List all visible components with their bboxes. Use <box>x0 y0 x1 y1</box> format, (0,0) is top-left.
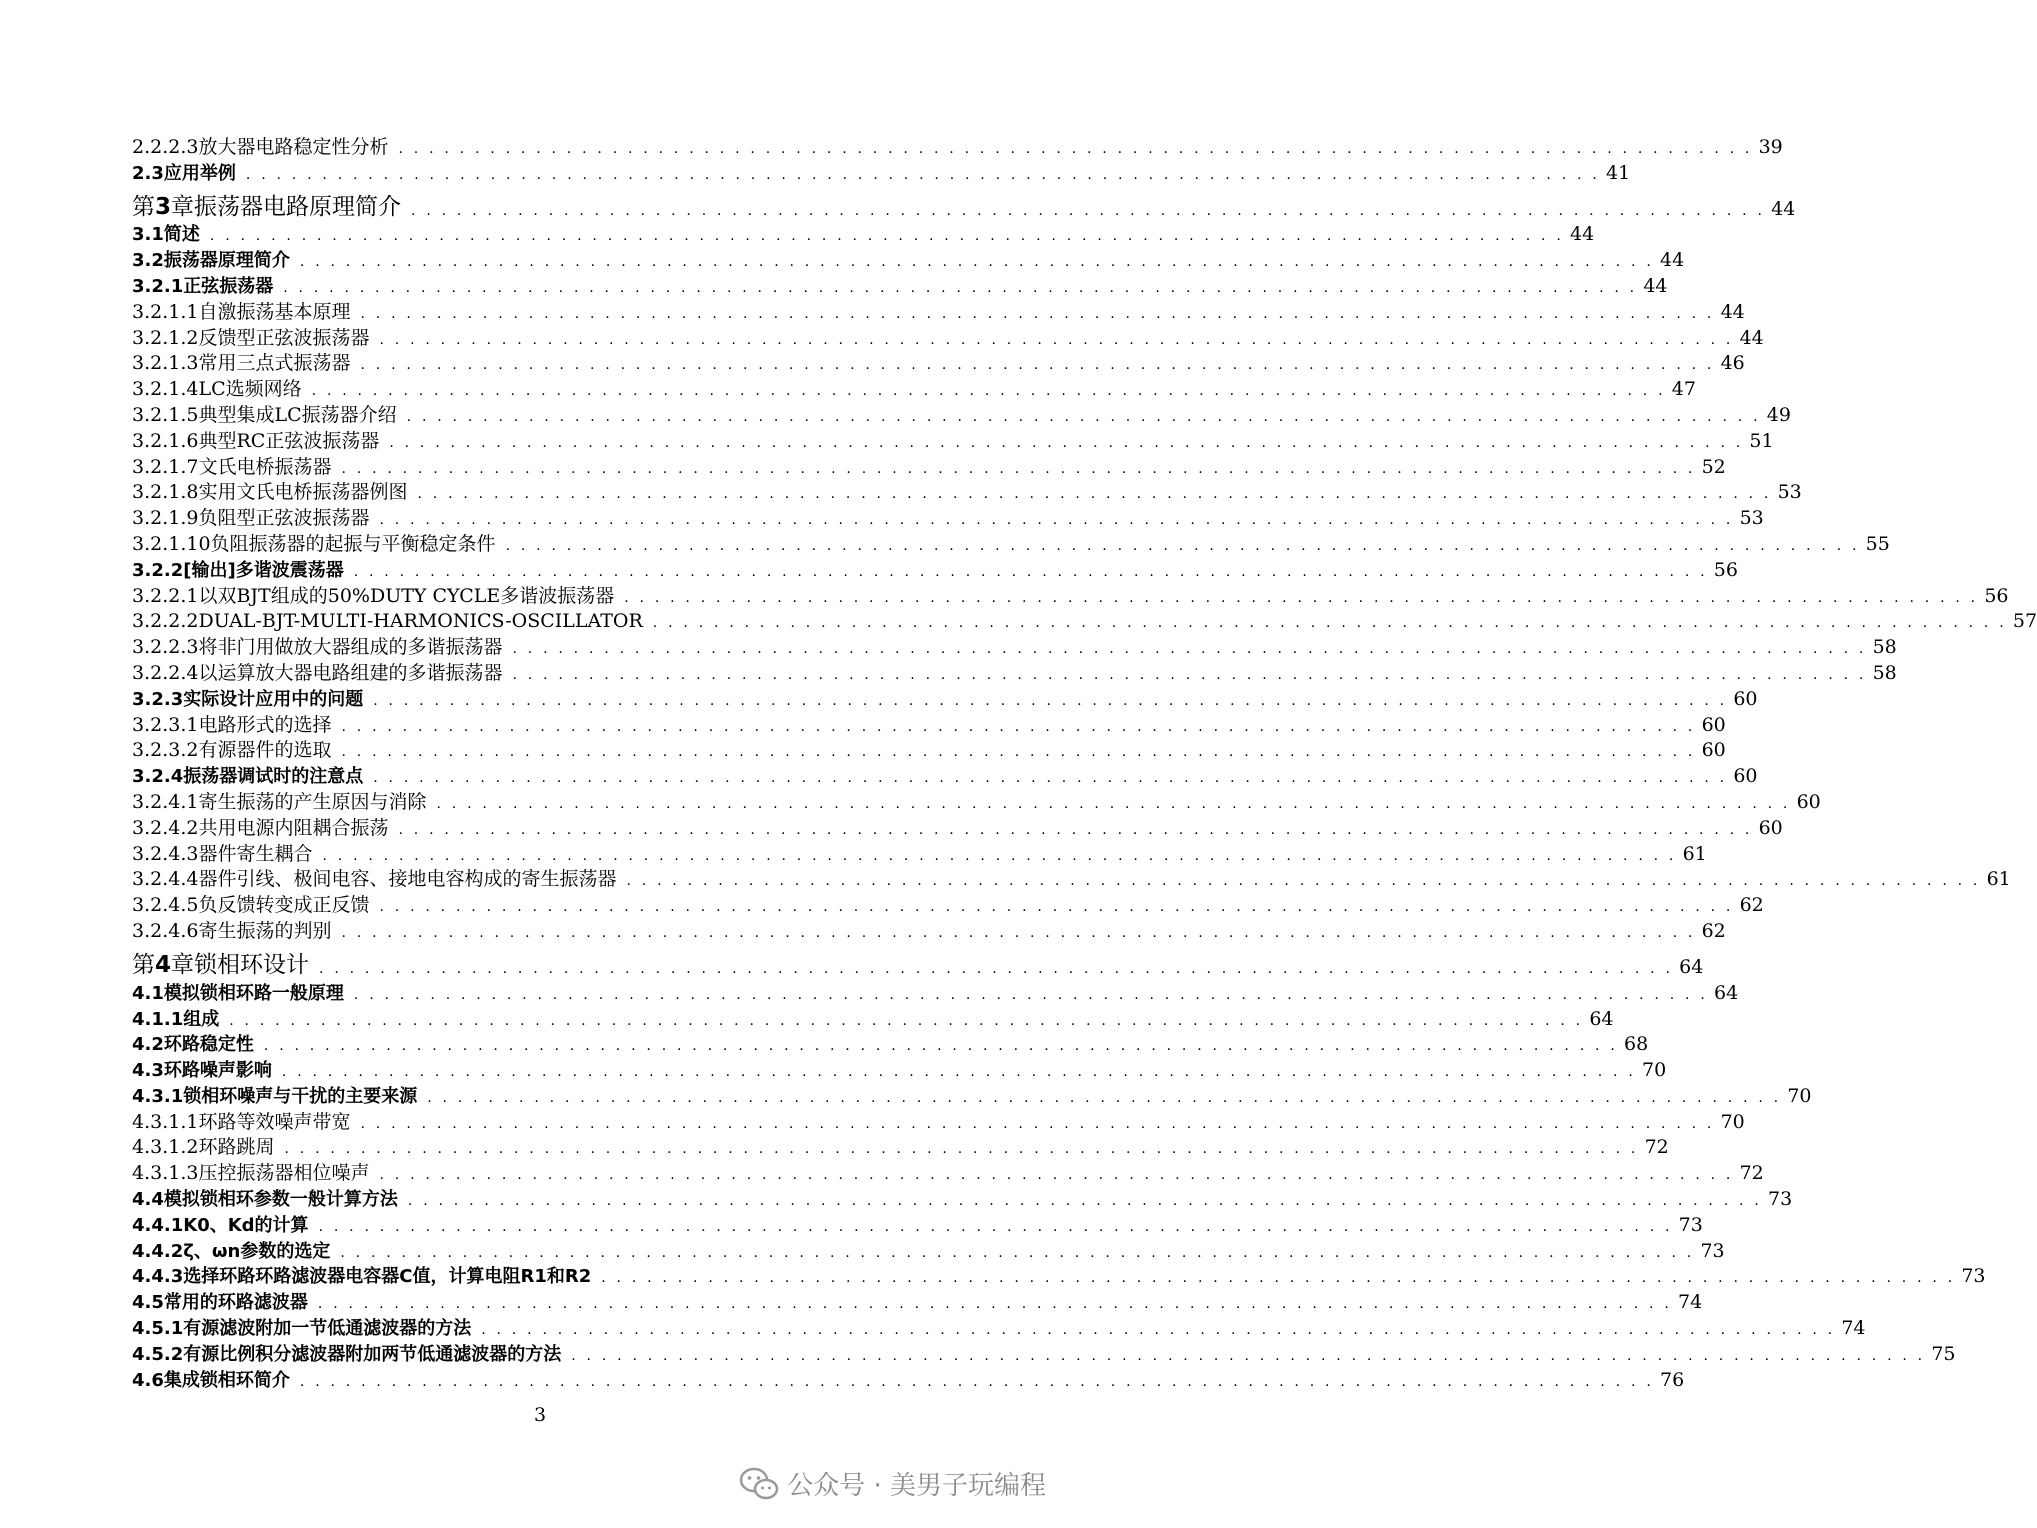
page-number: 3 <box>533 1404 547 1426</box>
toc-page-number: 60 <box>1733 765 1758 788</box>
toc-page-number: 44 <box>1720 300 1745 323</box>
toc-entry <box>132 838 1707 865</box>
toc-entry <box>132 477 1802 504</box>
toc-leader-dots: . . . . . . . . . . . . . . . . . . . . . . . . . . . . . . . . . . . . . . . . . . . . . . . . . . . . . . . . . . . . . . . . . . . . . . . . . . . . . . . . . . . . . . . . . <box>417 486 1772 503</box>
toc-entry-label: 3.2.1.3常用三点式振荡器 <box>132 352 351 375</box>
toc-entry <box>132 373 1696 401</box>
toc-page-number: 53 <box>1739 507 1764 530</box>
toc-entry-label: 3.2.2.3将非门用做放大器组成的多谐振荡器 <box>132 636 503 659</box>
toc-entry <box>132 1080 1812 1107</box>
toc-page-number: 49 <box>1766 403 1791 426</box>
toc-page-number: 73 <box>1700 1239 1725 1262</box>
toc-entry <box>132 1235 1725 1262</box>
toc-entry-label: 3.2.4振荡器调试时的注意点 <box>132 766 364 788</box>
toc-page-number: 60 <box>1796 790 1821 813</box>
toc-page-number: 72 <box>1739 1162 1764 1185</box>
toc-page-number: 70 <box>1720 1110 1745 1133</box>
toc-leader-dots: . . . . . . . . . . . . . . . . . . . . . . . . . . . . . . . . . . . . . . . . . . . . . . . . . . . . . . . . . . . . . . . . . . . . . . . . . . . . . . . . . . . . . . . . . <box>318 1218 1673 1235</box>
toc-page-number: 73 <box>1767 1188 1793 1211</box>
toc-page-number: 70 <box>1787 1084 1812 1107</box>
toc-entry-label: 3.2.4.1寄生振荡的产生原因与消除 <box>132 790 427 813</box>
toc-entry <box>132 977 1739 1004</box>
toc-leader-dots: . . . . . . . . . . . . . . . . . . . . . . . . . . . . . . . . . . . . . . . . . . . . . . . . . . . . . . . . . . . . . . . . . . . . . . . . . . . . . . . . . . . . . . . . . <box>379 1167 1734 1184</box>
toc-leader-dots: . . . . . . . . . . . . . . . . . . . . . . . . . . . . . . . . . . . . . . . . . . . . . . . . . . . . . . . . . . . . . . . . . . . . . . . . . . . . . . . . . . . . . . . . . <box>284 1141 1639 1158</box>
toc-entry-label: 4.3.1.1环路等效噪声带宽 <box>132 1110 351 1133</box>
toc-entry <box>132 709 1726 736</box>
toc-page-number: 58 <box>1872 636 1897 659</box>
toc-leader-dots: . . . . . . . . . . . . . . . . . . . . . . . . . . . . . . . . . . . . . . . . . . . . . . . . . . . . . . . . . . . . . . . . . . . . . . . . . . . . . . . . . . . . . . . . . <box>341 718 1696 735</box>
toc-entry-label: 4.4.3选择环路环路滤波器电容器C值，计算电阻R1和R2 <box>132 1266 592 1288</box>
toc-leader-dots: . . . . . . . . . . . . . . . . . . . . . . . . . . . . . . . . . . . . . . . . . . . . . . . . . . . . . . . . . . . . . . . . . . . . . . . . . . . . . . . . . . . . . . . . . <box>427 1089 1782 1106</box>
toc-leader-dots: . . . . . . . . . . . . . . . . . . . . . . . . . . . . . . . . . . . . . . . . . . . . . . . . . . . . . . . . . . . . . . . . . . . . . . . . . . . . . . . . . . . . . . . . . <box>505 537 1860 554</box>
toc-entry-label: 4.3.1锁相环噪声与干扰的主要来源 <box>132 1085 418 1107</box>
toc-leader-dots: . . . . . . . . . . . . . . . . . . . . . . . . . . . . . . . . . . . . . . . . . . . . . . . . . . . . . . . . . . . . . . . . . . . . . . . . . . . . . . . . . . . . . . . . . <box>389 434 1744 451</box>
toc-leader-dots: . . . . . . . . . . . . . . . . . . . . . . . . . . . . . . . . . . . . . . . . . . . . . . . . . . . . . . . . . . . . . . . . . . . . . . . . . . . . . . . . . . . . . . . . . <box>360 1115 1715 1132</box>
toc-leader-dots: . . . . . . . . . . . . . . . . . . . . . . . . . . . . . . . . . . . . . . . . . . . . . . . . . . . . . . . . . . . . . . . . . . . . . . . . . . . . . . . . . . . . . . . . . <box>353 986 1708 1003</box>
toc-leader-dots: . . . . . . . . . . . . . . . . . . . . . . . . . . . . . . . . . . . . . . . . . . . . . . . . . . . . . . . . . . . . . . . . . . . . . . . . . . . . . . . . . . . . . . . . . <box>263 1038 1618 1055</box>
toc-page-number: 61 <box>1682 842 1707 865</box>
toc-page-number: 61 <box>1986 868 2011 891</box>
toc-leader-dots: . . . . . . . . . . . . . . . . . . . . . . . . . . . . . . . . . . . . . . . . . . . . . . . . . . . . . . . . . . . . . . . . . . . . . . . . . . . . . . . . . . . . . . . . . <box>373 770 1728 787</box>
toc-page-number: 44 <box>1659 249 1685 272</box>
toc-page-number: 53 <box>1777 481 1802 504</box>
wechat-icon <box>739 1467 779 1501</box>
toc-leader-dots: . . . . . . . . . . . . . . . . . . . . . . . . . . . . . . . . . . . . . . . . . . . . . . . . . . . . . . . . . . . . . . . . . . . . . . . . . . . . . . . . . . . . . . . . . <box>299 1373 1654 1390</box>
toc-entry <box>132 244 1685 272</box>
toc-leader-dots: . . . . . . . . . . . . . . . . . . . . . . . . . . . . . . . . . . . . . . . . . . . . . . . . . . . . . . . . . . . . . . . . . . . . . . . . . . . . . . . . . . . . . . . . . <box>317 1296 1672 1313</box>
toc-entry <box>132 889 1764 917</box>
toc-leader-dots: . . . . . . . . . . . . . . . . . . . . . . . . . . . . . . . . . . . . . . . . . . . . . . . . . . . . . . . . . . . . . . . . . . . . . . . . . . . . . . . . . . . . . . . . . <box>299 254 1654 271</box>
toc-entry <box>132 1157 1764 1185</box>
toc-entry-label: 3.2.2.4以运算放大器电路组建的多谐振荡器 <box>132 661 503 684</box>
toc-entry <box>132 451 1726 478</box>
toc-page-number: 56 <box>1984 584 2009 607</box>
toc-entry <box>132 1132 1669 1159</box>
toc-entry-label <box>132 193 411 220</box>
toc-entry-label: 4.4.2ζ、ωn参数的选定 <box>132 1240 331 1262</box>
toc-leader-dots: . . . . . . . . . . . . . . . . . . . . . . . . . . . . . . . . . . . . . . . . . . . . . . . . . . . . . . . . . . . . . . . . . . . . . . . . . . . . . . . . . . . . . . . . . <box>626 873 1981 890</box>
toc-entry-label: 3.2.4.3器件寄生耦合 <box>132 842 313 865</box>
toc-page-number: 60 <box>1701 713 1726 736</box>
toc-leader-dots: . . . . . . . . . . . . . . . . . . . . . . . . . . . . . . . . . . . . . . . . . . . . . . . . . . . . . . . . . . . . . . . . . . . . . . . . . . . . . . . . . . . . . . . . . <box>512 641 1867 658</box>
toc-page-number: 72 <box>1644 1136 1669 1159</box>
chapter-prefix: 第 <box>132 951 155 978</box>
toc-entry <box>132 786 1821 813</box>
toc-leader-dots: . . . . . . . . . . . . . . . . . . . . . . . . . . . . . . . . . . . . . . . . . . . . . . . . . . . . . . . . . . . . . . . . . . . . . . . . . . . . . . . . . . . . . . . . . <box>340 1244 1695 1261</box>
chapter-number: 4 <box>155 951 172 978</box>
chapter-prefix: 第 <box>132 193 155 220</box>
toc-leader-dots: . . . . . . . . . . . . . . . . . . . . . . . . . . . . . . . . . . . . . . . . . . . . . . . . . . . . . . . . . . . . . . . . . . . . . . . . . . . . . . . . . . . . . . . . . <box>652 615 2007 632</box>
toc-entry-label: 2.3应用举例 <box>132 162 236 184</box>
toc-entry <box>132 1183 1793 1211</box>
toc-entry-label: 3.2振荡器原理简介 <box>132 250 290 272</box>
toc-page-number: 75 <box>1931 1342 1956 1365</box>
toc-leader-dots: . . . . . . . . . . . . . . . . . . . . . . . . . . . . . . . . . . . . . . . . . . . . . . . . . . . . . . . . . . . . . . . . . . . . . . . . . . . . . . . . . . . . . . . . . <box>245 166 1600 183</box>
toc-entry <box>132 864 2011 891</box>
toc-entry-label: 3.2.3实际设计应用中的问题 <box>132 688 364 710</box>
toc-entry-label: 3.2.2[输出]多谐波震荡器 <box>132 559 344 581</box>
toc-leader-dots: . . . . . . . . . . . . . . . . . . . . . . . . . . . . . . . . . . . . . . . . . . . . . . . . . . . . . . . . . . . . . . . . . . . . . . . . . . . . . . . . . . . . . . . . . <box>373 692 1728 709</box>
toc-entry-label: 3.2.1.6典型RC正弦波振荡器 <box>132 429 380 452</box>
toc-entry-label: 4.4.1K0、Kd的计算 <box>132 1214 309 1236</box>
toc-entry-label: 4.3.1.3压控振荡器相位噪声 <box>132 1162 370 1185</box>
toc-entry <box>132 1261 1986 1288</box>
toc-entry <box>132 348 1745 375</box>
toc-entry <box>132 631 1897 659</box>
toc-leader-dots: . . . . . . . . . . . . . . . . . . . . . . . . . . . . . . . . . . . . . . . . . . . . . . . . . . . . . . . . . . . . . . . . . . . . . . . . . . . . . . . . . . . . . . . . . <box>406 408 1761 425</box>
toc-entry-label: 3.2.1.7文氏电桥振荡器 <box>132 455 332 478</box>
toc-leader-dots: . . . . . . . . . . . . . . . . . . . . . . . . . . . . . . . . . . . . . . . . . . . . . . . . . . . . . . . . . . . . . . . . . . . . . . . . . . . . . . . . . . . . . . . . . <box>379 331 1734 348</box>
toc-entry-label: 3.2.3.1电路形式的选择 <box>132 713 332 736</box>
toc-entry <box>132 528 1890 555</box>
toc-chapter-entry <box>132 941 1704 978</box>
toc-page-number: 64 <box>1589 1007 1614 1030</box>
toc-leader-dots: . . . . . . . . . . . . . . . . . . . . . . . . . . . . . . . . . . . . . . . . . . . . . . . . . . . . . . . . . . . . . . . . . . . . . . . . . . . . . . . . . . . . . . . . . <box>353 563 1708 580</box>
toc-leader-dots: . . . . . . . . . . . . . . . . . . . . . . . . . . . . . . . . . . . . . . . . . . . . . . . . . . . . . . . . . . . . . . . . . . . . . . . . . . . . . . . . . . . . . . . . . <box>209 228 1564 245</box>
toc-leader-dots: . . . . . . . . . . . . . . . . . . . . . . . . . . . . . . . . . . . . . . . . . . . . . . . . . . . . . . . . . . . . . . . . . . . . . . . . . . . . . . . . . . . . . . . . . <box>322 847 1677 864</box>
toc-entry-label: 4.3环路噪声影响 <box>132 1060 272 1082</box>
watermark <box>739 1465 1046 1502</box>
toc-entry <box>132 425 1774 452</box>
toc-page-number: 44 <box>1643 274 1668 297</box>
toc-entry <box>132 296 1745 323</box>
toc-leader-dots: . . . . . . . . . . . . . . . . . . . . . . . . . . . . . . . . . . . . . . . . . . . . . . . . . . . . . . . . . . . . . . . . . . . . . . . . . . . . . . . . . . . . . . . . . <box>624 589 1979 606</box>
toc-entry <box>132 657 1897 684</box>
toc-leader-dots: . . . . . . . . . . . . . . . . . . . . . . . . . . . . . . . . . . . . . . . . . . . . . . . . . . . . . . . . . . . . . . . . . . . . . . . . . . . . . . . . . . . . . . . . . <box>341 460 1696 477</box>
toc-entry <box>132 1029 1649 1056</box>
toc-page-number: 64 <box>1713 981 1739 1004</box>
toc-entry-label: 3.2.2.1以双BJT组成的50%DUTY CYCLE多谐波振荡器 <box>132 584 615 607</box>
toc-entry <box>132 270 1668 297</box>
toc-entry <box>132 554 1738 581</box>
toc-leader-dots: . . . . . . . . . . . . . . . . . . . . . . . . . . . . . . . . . . . . . . . . . . . . . . . . . . . . . . . . . . . . . . . . . . . . . . . . . . . . . . . . . . . . . . . . . <box>571 1347 1926 1364</box>
toc-page-number: 56 <box>1713 558 1738 581</box>
toc-entry <box>132 219 1595 246</box>
toc-entry <box>132 1209 1703 1236</box>
toc-page-number: 64 <box>1679 955 1704 978</box>
toc-entry-label: 4.2环路稳定性 <box>132 1034 254 1056</box>
toc-page-number: 55 <box>1865 532 1890 555</box>
chapter-title: 章振荡器电路原理简介 <box>171 193 402 220</box>
toc-entry-label: 3.2.3.2有源器件的选取 <box>132 739 332 762</box>
toc-page-number: 60 <box>1733 687 1758 710</box>
toc-entry-label: 3.2.2.2DUAL-BJT-MULTI-HARMONICS-OSCILLATOR <box>132 610 643 633</box>
toc-page-number: 62 <box>1739 894 1764 917</box>
toc-entry-label: 3.2.4.5负反馈转变成正反馈 <box>132 894 370 917</box>
toc-entry-label: 4.6集成锁相环简介 <box>132 1369 290 1391</box>
watermark-text: 公众号 · 美男子玩编程 <box>787 1471 1046 1501</box>
toc-entry <box>132 683 1758 710</box>
toc-entry <box>132 760 1758 788</box>
toc-page-number: 51 <box>1749 429 1774 452</box>
toc-entry <box>132 915 1726 942</box>
toc-entry-label: 4.4模拟锁相环参数一般计算方法 <box>132 1189 398 1211</box>
toc-entry <box>132 812 1783 839</box>
toc-page-number: 60 <box>1701 739 1726 762</box>
toc-page-number: 74 <box>1677 1291 1703 1314</box>
toc-leader-dots: . . . . . . . . . . . . . . . . . . . . . . . . . . . . . . . . . . . . . . . . . . . . . . . . . . . . . . . . . . . . . . . . . . . . . . . . . . . . . . . . . . . . . . . . . <box>601 1270 1956 1287</box>
toc-chapter-entry <box>132 183 1796 220</box>
toc-leader-dots: . . . . . . . . . . . . . . . . . . . . . . . . . . . . . . . . . . . . . . . . . . . . . . . . . . . . . . . . . . . . . . . . . . . . . . . . . . . . . . . . . . . . . . . . . <box>436 795 1791 812</box>
toc-page-number: 60 <box>1758 816 1783 839</box>
toc-entry <box>132 580 2009 607</box>
toc-page-number: 47 <box>1671 378 1696 401</box>
table-of-contents <box>132 131 2037 1391</box>
toc-entry-label: 3.2.1.4LC选频网络 <box>132 378 302 401</box>
toc-entry-label: 3.2.4.4器件引线、极间电容、接地电容构成的寄生振荡器 <box>132 868 617 891</box>
toc-entry <box>132 1364 1685 1391</box>
toc-leader-dots: . . . . . . . . . . . . . . . . . . . . . . . . . . . . . . . . . . . . . . . . . . . . . . . . . . . . . . . . . . . . . . . . . . . . . . . . . . . . . . . . . . . . . . . . . <box>341 924 1696 941</box>
toc-entry <box>132 1286 1703 1314</box>
toc-leader-dots: . . . . . . . . . . . . . . . . . . . . . . . . . . . . . . . . . . . . . . . . . . . . . . . . . . . . . . . . . . . . . . . . . . . . . . . . . . . . . . . . . . . . . . . . . <box>512 666 1867 683</box>
toc-entry <box>132 131 1783 158</box>
toc-entry <box>132 399 1791 426</box>
toc-page-number: 73 <box>1678 1213 1703 1236</box>
toc-entry-label: 3.2.1.9负阻型正弦波振荡器 <box>132 507 370 530</box>
toc-entry-label: 3.2.1.1自激振荡基本原理 <box>132 300 351 323</box>
toc-entry-label: 4.1模拟锁相环路一般原理 <box>132 982 344 1004</box>
toc-entry <box>132 157 1631 184</box>
toc-leader-dots: . . . . . . . . . . . . . . . . . . . . . . . . . . . . . . . . . . . . . . . . . . . . . . . . . . . . . . . . . . . . . . . . . . . . . . . . . . . . . . . . . . . . . . . . . <box>229 1012 1584 1029</box>
toc-leader-dots: . . . . . . . . . . . . . . . . . . . . . . . . . . . . . . . . . . . . . . . . . . . . . . . . . . . . . . . . . . . . . . . . . . . . . . . . . . . . . . . . . . . . . . . . . <box>379 899 1734 916</box>
toc-leader-dots: . . . . . . . . . . . . . . . . . . . . . . . . . . . . . . . . . . . . . . . . . . . . . . . . . . . . . . . . . . . . . . . . . . . . . . . . . . . . . . . . . . . . . . . . . <box>319 960 1674 977</box>
toc-entry-label: 4.1.1组成 <box>132 1008 220 1030</box>
toc-entry <box>132 1312 1866 1340</box>
toc-leader-dots: . . . . . . . . . . . . . . . . . . . . . . . . . . . . . . . . . . . . . . . . . . . . . . . . . . . . . . . . . . . . . . . . . . . . . . . . . . . . . . . . . . . . . . . . . <box>407 1193 1762 1210</box>
toc-entry-label: 3.2.1正弦振荡器 <box>132 275 274 297</box>
toc-entry-label: 3.2.1.10负阻振荡器的起振与平衡稳定条件 <box>132 532 496 555</box>
toc-entry <box>132 735 1726 762</box>
toc-entry-label: 3.2.1.2反馈型正弦波振荡器 <box>132 326 370 349</box>
toc-entry <box>132 502 1764 530</box>
toc-leader-dots: . . . . . . . . . . . . . . . . . . . . . . . . . . . . . . . . . . . . . . . . . . . . . . . . . . . . . . . . . . . . . . . . . . . . . . . . . . . . . . . . . . . . . . . . . <box>360 305 1715 322</box>
toc-entry <box>132 1106 1745 1133</box>
toc-leader-dots: . . . . . . . . . . . . . . . . . . . . . . . . . . . . . . . . . . . . . . . . . . . . . . . . . . . . . . . . . . . . . . . . . . . . . . . . . . . . . . . . . . . . . . . . . <box>398 140 1753 157</box>
toc-entry-label: 3.2.1.8实用文氏电桥振荡器例图 <box>132 481 408 504</box>
toc-page-number: 58 <box>1872 661 1897 684</box>
toc-leader-dots: . . . . . . . . . . . . . . . . . . . . . . . . . . . . . . . . . . . . . . . . . . . . . . . . . . . . . . . . . . . . . . . . . . . . . . . . . . . . . . . . . . . . . . . . . <box>411 202 1766 219</box>
toc-page-number: 46 <box>1720 352 1745 375</box>
toc-entry <box>132 322 1764 349</box>
toc-page-number: 57 <box>2012 610 2037 633</box>
toc-page-number: 62 <box>1701 919 1726 942</box>
chapter-number: 3 <box>155 193 172 220</box>
toc-entry <box>132 1003 1614 1030</box>
toc-page-number: 41 <box>1605 161 1631 184</box>
toc-entry-label: 3.1简述 <box>132 224 200 246</box>
toc-page-number: 76 <box>1659 1368 1685 1391</box>
toc-entry <box>132 1338 1956 1365</box>
toc-leader-dots: . . . . . . . . . . . . . . . . . . . . . . . . . . . . . . . . . . . . . . . . . . . . . . . . . . . . . . . . . . . . . . . . . . . . . . . . . . . . . . . . . . . . . . . . . <box>283 279 1638 296</box>
toc-entry-label: 4.5常用的环路滤波器 <box>132 1292 308 1314</box>
toc-page-number: 44 <box>1569 223 1595 246</box>
toc-page-number: 44 <box>1771 197 1796 220</box>
toc-entry-label: 4.5.2有源比例积分滤波器附加两节低通滤波器的方法 <box>132 1343 562 1365</box>
toc-entry-label: 3.2.4.2共用电源内阻耦合振荡 <box>132 816 389 839</box>
toc-leader-dots: . . . . . . . . . . . . . . . . . . . . . . . . . . . . . . . . . . . . . . . . . . . . . . . . . . . . . . . . . . . . . . . . . . . . . . . . . . . . . . . . . . . . . . . . . <box>360 357 1715 374</box>
toc-leader-dots: . . . . . . . . . . . . . . . . . . . . . . . . . . . . . . . . . . . . . . . . . . . . . . . . . . . . . . . . . . . . . . . . . . . . . . . . . . . . . . . . . . . . . . . . . <box>341 744 1696 761</box>
toc-leader-dots: . . . . . . . . . . . . . . . . . . . . . . . . . . . . . . . . . . . . . . . . . . . . . . . . . . . . . . . . . . . . . . . . . . . . . . . . . . . . . . . . . . . . . . . . . <box>281 1064 1636 1081</box>
toc-entry <box>132 606 2037 633</box>
chapter-title: 章锁相环设计 <box>171 951 310 978</box>
toc-page-number: 70 <box>1641 1059 1667 1082</box>
toc-page-number: 74 <box>1841 1317 1866 1340</box>
toc-entry-label: 3.2.4.6寄生振荡的判别 <box>132 919 332 942</box>
toc-entry-label: 4.3.1.2环路跳周 <box>132 1136 275 1159</box>
toc-leader-dots: . . . . . . . . . . . . . . . . . . . . . . . . . . . . . . . . . . . . . . . . . . . . . . . . . . . . . . . . . . . . . . . . . . . . . . . . . . . . . . . . . . . . . . . . . <box>481 1322 1836 1339</box>
toc-entry-label: 4.5.1有源滤波附加一节低通滤波器的方法 <box>132 1318 472 1340</box>
toc-leader-dots: . . . . . . . . . . . . . . . . . . . . . . . . . . . . . . . . . . . . . . . . . . . . . . . . . . . . . . . . . . . . . . . . . . . . . . . . . . . . . . . . . . . . . . . . . <box>398 821 1753 838</box>
toc-entry-label: 2.2.2.3放大器电路稳定性分析 <box>132 135 389 158</box>
toc-page-number: 44 <box>1739 326 1764 349</box>
toc-leader-dots: . . . . . . . . . . . . . . . . . . . . . . . . . . . . . . . . . . . . . . . . . . . . . . . . . . . . . . . . . . . . . . . . . . . . . . . . . . . . . . . . . . . . . . . . . <box>379 512 1734 529</box>
toc-entry-label: 3.2.1.5典型集成LC振荡器介绍 <box>132 403 397 426</box>
toc-page-number: 52 <box>1701 455 1726 478</box>
toc-page-number: 68 <box>1623 1033 1649 1056</box>
toc-entry <box>132 1054 1667 1082</box>
toc-page-number: 73 <box>1961 1265 1986 1288</box>
toc-page-number: 39 <box>1758 135 1783 158</box>
toc-leader-dots: . . . . . . . . . . . . . . . . . . . . . . . . . . . . . . . . . . . . . . . . . . . . . . . . . . . . . . . . . . . . . . . . . . . . . . . . . . . . . . . . . . . . . . . . . <box>311 383 1666 400</box>
toc-entry-label <box>132 951 319 978</box>
